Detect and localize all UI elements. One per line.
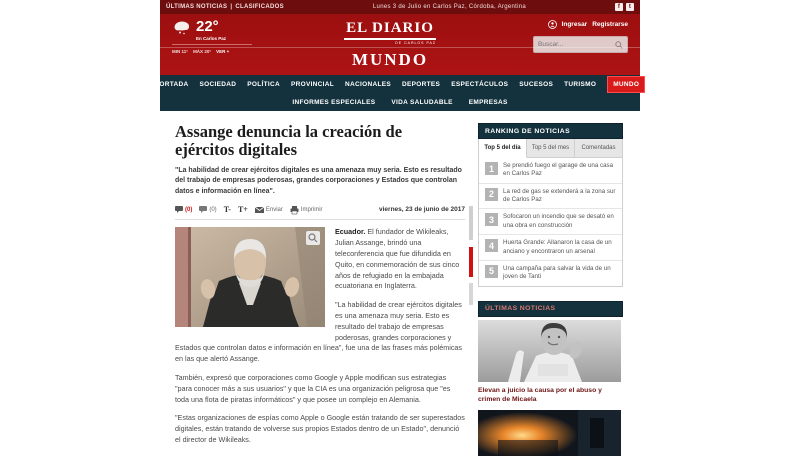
facebook-icon[interactable]: f [615,3,623,11]
ranking-item-text: Se prendió fuego el garage de una casa en Carlos Paz [503,162,614,178]
clasificados-link[interactable]: CLASIFICADOS [235,4,284,10]
register-link[interactable]: Registrarse [592,21,628,28]
article-paragraph-1: Ecuador. El fundador de Wikileaks, Julian Assange, brindó una teleconferencia que fue difundida en Quito, en conmemoración de sus cinco años de refugiado en la embajada ecuatoriana en Inglaterra. [335,227,460,291]
article-photo[interactable] [175,227,325,327]
nav-empresas[interactable]: EMPRESAS [468,99,508,106]
article-date: viernes, 23 de junio de 2017 [379,206,465,214]
article-paragraph-3: También, expresó que corporaciones como Google y Apple modifican sus estrategias "para conocer más a sus usuarios" y que la CIA es una organización peligrosa que "es toda una flota de piratas informáticos" y que posee un complejo en Alemania. [175,373,451,404]
nav-informes-especiales[interactable]: INFORMES ESPECIALES [292,99,376,106]
article-paragraph-2: "La habilidad de crear ejércitos digitales es una amenaza muy seria. Esto es resultado del trabajo de empresas poderosas, grandes corporaciones y Estados que controlan datos e información en línea", fue una de las frases más polémicas en las que alertó Assange. [175,300,463,364]
print-button[interactable] [290,206,323,214]
facebook-comments-button[interactable] [199,206,216,213]
tab-top5-mes[interactable]: Top 5 del mes [527,139,575,157]
twitter-icon[interactable]: t [626,3,634,11]
article-body [175,227,465,445]
font-decrease-button[interactable]: T- [223,205,231,215]
date-location-text: Lunes 3 de Julio en Carlos Paz, Córdoba, Argentina [372,4,527,10]
tab-top5-dia[interactable]: Top 5 del día [479,139,527,158]
comments-button[interactable] [175,206,192,213]
font-increase-button[interactable]: T+ [237,205,248,215]
nav-sucesos[interactable]: SUCESOS [519,81,554,88]
ranking-item-text: Huerta Grande: Allanaron la casa de un anciano y encontraron un arsenal [503,239,612,255]
nav-turismo[interactable]: TURISMO [564,81,597,88]
ranking-item-number: 3 [485,213,498,226]
site-logo[interactable]: EL DIARIO [344,20,436,40]
location-tag: Ecuador. [335,227,366,237]
latest-story-caption[interactable]: Elevan a juicio la causa por el abuso y crimen de Micaela [478,386,602,403]
article-lead: "La habilidad de crear ejércitos digitales es una amenaza muy seria. Esto es resultado del trabajo de empresas poderosas, grandes corporaciones y Estados que controlan datos e información en línea". [175,166,462,195]
ranking-item-number: 1 [485,162,498,175]
nav-portada[interactable]: PORTADA [154,81,189,88]
section-title: MUNDO [351,50,429,69]
nav-vida-saludable[interactable]: VIDA SALUDABLE [391,99,453,106]
account-area [515,14,640,75]
ranking-item-text: Una campaña para salvar la vida de un joven de Tanti [503,264,611,281]
nav-nacionales[interactable]: NACIONALES [345,81,392,88]
ranking-item-text: Sofocaron un incendio que se desató en una obra en construcción [503,213,614,229]
topbar-separator: | [230,4,233,10]
weather-min: MIN 11° [172,49,189,55]
weather-location: En Carlos Paz [196,36,227,41]
top-strip [160,0,640,14]
send-label: Enviar [265,206,283,213]
tab-comentadas[interactable]: Comentadas [575,139,622,157]
article [175,123,478,456]
login-link[interactable]: Ingresar [561,21,588,28]
ranking-box [478,139,623,287]
nav-politica[interactable]: POLÍTICA [247,81,280,88]
site-header [160,14,640,75]
article-paragraph-4: "Estas organizaciones de espías como Apple o Google están tratando de ser superestados digitales, están tratando de volverse sus propios Estados dentro de un Estado", denunció el director de Wikileaks. [175,413,465,444]
latest-story2-photo[interactable] [478,410,623,456]
ranking-item-3[interactable] [479,209,622,235]
site-logo-subtitle: DE CARLOS PAZ [395,41,436,45]
ranking-item-number: 4 [485,239,498,252]
weather-temp: 22° [196,18,219,35]
ranking-item-text: La red de gas se extenderá a la zona sur de Carlos Paz [503,187,616,204]
comments-count: (0) [185,206,193,213]
weather-more-link[interactable]: VER + [216,49,230,55]
main-nav [154,75,640,111]
ranking-item-1[interactable] [479,158,622,184]
content-area [160,111,640,456]
user-icon [548,20,557,29]
latest-news-header: ÚLTIMAS NOTICIAS [478,301,623,317]
floating-widget-button[interactable] [469,247,473,277]
nav-espectaculos[interactable]: ESPECTÁCULOS [451,81,509,88]
ranking-item-5[interactable] [479,261,622,286]
weather-max: MÁX 20° [193,49,212,55]
ultimas-noticias-link[interactable]: ÚLTIMAS NOTICIAS [166,4,228,10]
zoom-photo-icon [306,231,320,245]
ranking-item-number: 5 [485,265,498,278]
nav-sociedad[interactable]: SOCIEDAD [199,81,237,88]
article-title: Assange denuncia la creación de ejércitos digitales [175,122,403,160]
floating-widget-bottom [469,283,473,305]
nav-provincial[interactable]: PROVINCIAL [290,81,335,88]
weather-widget [160,14,265,75]
send-button[interactable] [255,207,283,213]
ranking-header: RANKING DE NOTICIAS [478,123,623,139]
ranking-item-2[interactable] [479,184,622,210]
search-box [533,36,628,53]
logo-block [265,14,515,75]
article-toolbar [175,205,465,220]
floating-widget-top [469,206,473,240]
weather-icon [172,19,192,35]
facebook-comments-count: (0) [209,206,217,213]
nav-deportes[interactable]: DEPORTES [402,81,441,88]
latest-story-photo[interactable] [478,320,623,382]
sidebar [478,123,623,456]
ranking-item-number: 2 [485,188,498,201]
ranking-item-4[interactable] [479,235,622,261]
print-label: Imprimir [300,206,323,213]
page [154,0,640,444]
nav-mundo-active[interactable]: MUNDO [607,76,645,93]
